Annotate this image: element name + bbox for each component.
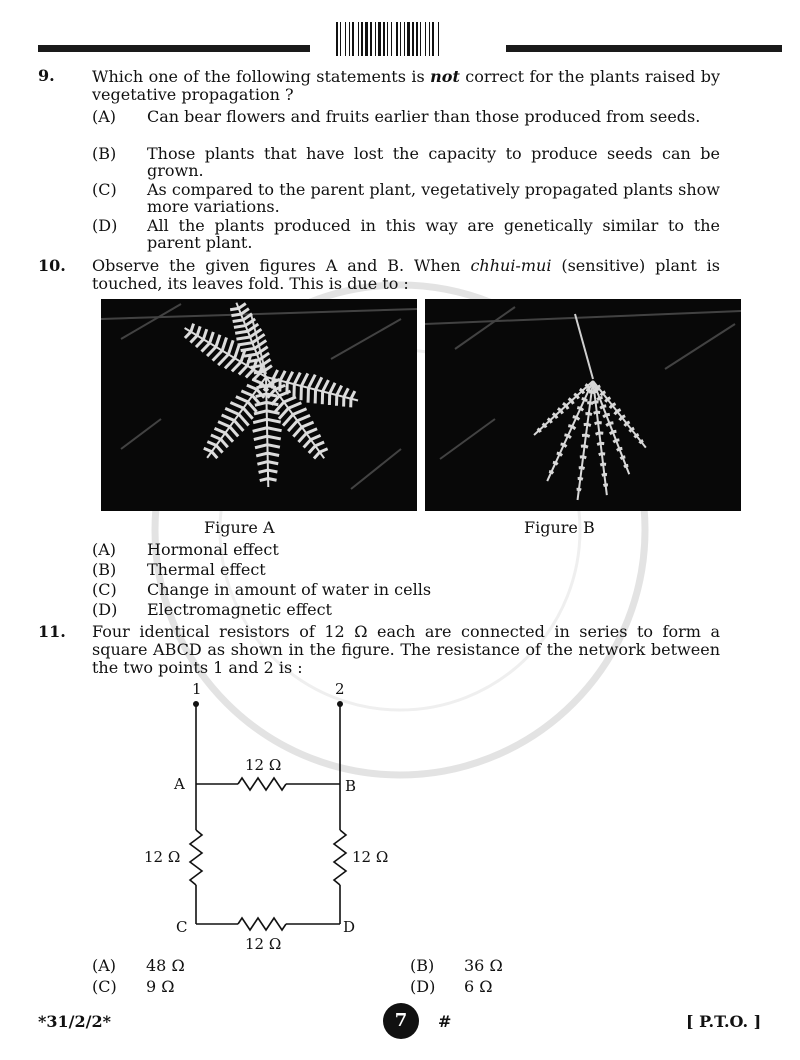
terminal-2-dot [337,701,343,707]
resistor-left-label: 12 Ω [144,848,181,866]
barcode [336,22,482,56]
pto-label: [ P.T.O. ] [686,1012,762,1031]
exam-page: 9. Which one of the following statements is not correct for the plants raised by vegetative propagation ? (A) Can bear flowers and fruits earlier than those produced from seeds. (B) Those plants that have lost the capacity to produce seeds can be grown. (C) As compared to the parent plant, vegetatively propagated plants show more variations. (D) All the plants produced in this way are genetically similar to the parent plant. 10. Observe the given figures A and B. When chhui-mui (sensitive) plant is touched, its leaves fold. This is due to : Figure A Figure B (A) Hormonal effect (B) Thermal effect (C) Change in amount of water in cells (D) Electromagnetic effect 11. Four identical resistors of 12 Ω each are connected in series to form a square ABCD as shown in the figure. The resistance of the network between the two points 1 and 2 is : 1 2 A B C D 12 Ω 12 Ω 12 Ω 12 Ω (A) 48 Ω (B) 36 Ω (C) 9 Ω (D) 6 Ω *31/2/2* 7 # [ P.T.O. ] [0,0,800,1060]
question-9-number: 9. [38,66,55,85]
figure-b-caption: Figure B [524,518,595,537]
question-10-number: 10. [38,256,66,275]
header-rule-left [38,45,310,52]
page-number-badge: 7 [383,1003,419,1039]
node-a-label: A [174,775,185,793]
question-10-text: Observe the given figures A and B. When chhui-mui (sensitive) plant is touched, its leaves fold. This is due to : [92,256,720,293]
question-9-emphasis: not [430,67,460,86]
terminal-2-label: 2 [335,680,345,698]
figure-b-image [425,299,741,511]
resistor-top-label: 12 Ω [245,756,282,774]
figure-a-caption: Figure A [204,518,275,537]
question-11-option-b[interactable]: (B) 36 Ω [410,956,503,975]
node-d-label: D [343,918,356,936]
question-11-option-d[interactable]: (D) 6 Ω [410,977,493,996]
question-11-option-c[interactable]: (C) 9 Ω [92,977,175,996]
node-c-label: C [176,918,188,936]
question-11-text: Four identical resistors of 12 Ω each are connected in series to form a square ABCD as shown in the figure. The resistance of the network between the two points 1 and 2 is : [92,622,720,677]
figure-a-image [101,299,417,511]
question-11-option-a[interactable]: (A) 48 Ω [92,956,185,975]
question-9-text: Which one of the following statements is not correct for the plants raised by vegetative propagation ? [92,67,721,104]
paper-code: *31/2/2* [38,1012,111,1031]
question-11-number: 11. [38,622,66,641]
question-10-emphasis: chhui-mui [470,256,552,275]
resistor-right-label: 12 Ω [352,848,389,866]
resistor-square-circuit [130,676,430,956]
terminal-1-dot [193,701,199,707]
hash-mark: # [438,1012,452,1031]
node-b-label: B [345,777,357,795]
terminal-1-label: 1 [192,680,202,698]
header-rule-right [506,45,782,52]
resistor-bottom-label: 12 Ω [245,935,282,953]
